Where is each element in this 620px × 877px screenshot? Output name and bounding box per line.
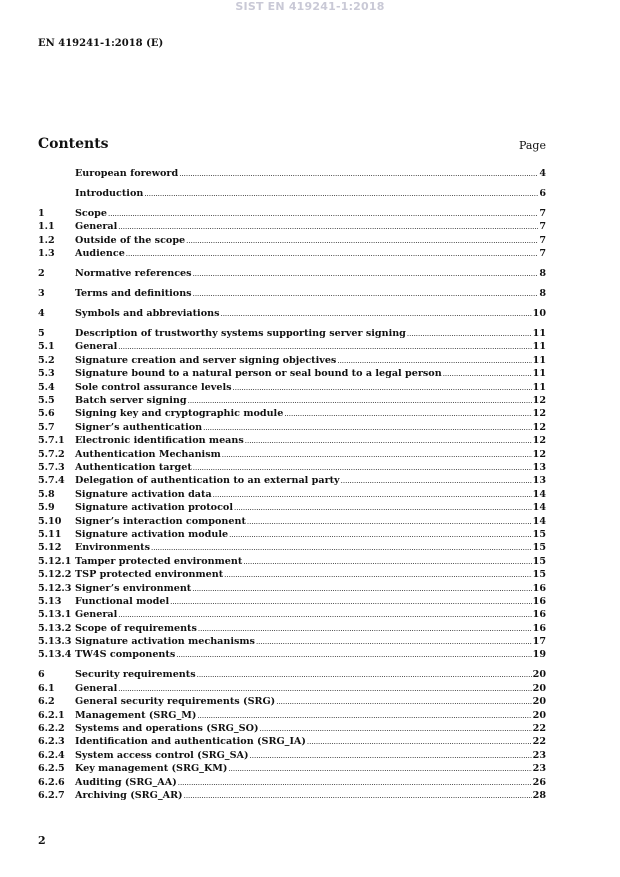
toc-entry-title: General	[75, 609, 118, 621]
toc-entry-title: Terms and definitions	[75, 288, 192, 300]
toc-entry[interactable]	[38, 221, 546, 234]
dot-leader	[193, 268, 539, 279]
dot-leader	[247, 516, 532, 527]
toc-entry-number: 6.1	[38, 682, 55, 694]
toc-entry-number: 5.12.2	[38, 569, 72, 581]
toc-entry-number: 5.13.1	[38, 609, 72, 621]
toc-entry-title: Electronic identification means	[75, 435, 244, 447]
toc-entry-title: European foreword	[75, 168, 179, 179]
toc-entry-title: Functional model	[75, 595, 170, 607]
dot-leader	[176, 649, 531, 660]
toc-entry-number: 6.2.5	[38, 763, 65, 775]
toc-entry-page: 19	[532, 649, 546, 661]
dot-leader	[203, 422, 532, 433]
toc-entry-number: 1.2	[38, 234, 55, 246]
toc-entry-page: 14	[532, 515, 546, 527]
toc-entry[interactable]	[38, 341, 546, 354]
toc-entry-number: 6	[38, 669, 45, 681]
toc-entry-number: 4	[38, 308, 45, 320]
dot-leader	[228, 763, 531, 774]
toc-entry[interactable]	[38, 462, 546, 475]
toc-entry-page: 11	[532, 368, 546, 380]
toc-entry-number: 1	[38, 207, 45, 219]
page-column-label: Page	[518, 139, 546, 152]
toc-entry-number: 5.11	[38, 528, 62, 540]
toc-entry-page: 6	[539, 187, 546, 199]
toc-entry[interactable]	[38, 449, 546, 462]
toc-entry-number: 6.2	[38, 696, 55, 708]
dot-leader	[193, 462, 532, 473]
toc-entry[interactable]	[38, 777, 546, 790]
toc-entry-title: Normative references	[75, 268, 192, 280]
toc-entry-number: 6.2.2	[38, 723, 65, 734]
toc-entry-page: 7	[539, 221, 546, 233]
toc-entry-number: 5.2	[38, 354, 55, 366]
toc-entry-page: 7	[539, 248, 546, 260]
toc-entry-page: 22	[532, 723, 546, 734]
toc-entry-title: Signature activation module	[75, 528, 229, 540]
toc-entry-title: Introduction	[75, 187, 144, 199]
dot-leader	[222, 449, 532, 460]
toc-entry-number: 5.13	[38, 595, 62, 607]
toc-entry-title: Identification and authentication (SRG_IA)	[75, 736, 306, 748]
toc-entry-page: 16	[532, 622, 546, 634]
toc-entry[interactable]	[38, 188, 546, 201]
toc-entry-number: 5.13.2	[38, 622, 72, 634]
toc-entry-title: Audience	[75, 248, 125, 260]
toc-entry-title: Signature activation protocol	[75, 502, 233, 514]
toc-entry[interactable]	[38, 542, 546, 555]
toc-entry-page: 16	[532, 582, 546, 594]
toc-entry[interactable]	[38, 208, 546, 221]
toc-entry-title: Signature activation data	[75, 488, 212, 500]
toc-entry-title: Scope of requirements	[75, 622, 197, 634]
dot-leader	[284, 408, 531, 419]
dot-leader	[341, 475, 532, 486]
toc-entry[interactable]	[38, 529, 546, 542]
toc-entry[interactable]	[38, 790, 546, 803]
dot-leader	[229, 529, 532, 540]
dot-leader	[276, 696, 531, 707]
dot-leader	[250, 750, 532, 761]
toc-entry[interactable]	[38, 723, 546, 736]
toc-entry-title: Outside of the scope	[75, 234, 186, 246]
toc-entry-title: Signing key and cryptographic module	[75, 408, 284, 420]
dot-leader	[179, 168, 538, 179]
toc-entry-number: 5.12.1	[38, 555, 72, 567]
toc-entry-number: 5.9	[38, 502, 55, 514]
toc-entry-page: 16	[532, 595, 546, 607]
dot-leader	[224, 569, 532, 580]
toc-entry-page: 11	[532, 381, 546, 393]
toc-entry[interactable]	[38, 623, 546, 636]
toc-entry[interactable]	[38, 288, 546, 301]
toc-entry-page: 13	[532, 461, 546, 473]
dot-leader	[245, 435, 532, 446]
toc-entry[interactable]	[38, 368, 546, 381]
dot-leader	[144, 188, 538, 199]
toc-entry[interactable]	[38, 382, 546, 395]
dot-leader	[443, 368, 532, 379]
toc-entry-title: Authentication target	[75, 461, 192, 473]
toc-entry-title: Symbols and abbreviations	[75, 308, 220, 320]
toc-entry-number: 5.8	[38, 488, 55, 500]
page-title: Contents	[38, 136, 109, 152]
dot-leader	[220, 308, 531, 319]
toc-entry-number: 5.3	[38, 368, 55, 380]
toc-entry[interactable]	[38, 569, 546, 582]
toc-entry-page: 16	[532, 609, 546, 621]
toc-entry-number: 1.3	[38, 248, 55, 260]
toc-entry-number: 5.13.3	[38, 636, 72, 648]
toc-entry-page: 20	[532, 682, 546, 694]
table-of-contents	[38, 168, 546, 803]
toc-entry-title: Signature activation mechanisms	[75, 636, 255, 648]
toc-entry-page: 20	[532, 709, 546, 721]
toc-entry[interactable]	[38, 596, 546, 609]
toc-entry-page: 14	[532, 502, 546, 514]
toc-entry-title: Management (SRG_M)	[75, 709, 197, 721]
toc-entry[interactable]	[38, 750, 546, 763]
toc-entry-title: General security requirements (SRG)	[75, 696, 276, 708]
toc-entry-number: 5.7.2	[38, 448, 65, 460]
toc-entry-page: 15	[532, 555, 546, 567]
dot-leader	[192, 583, 531, 594]
toc-entry-title: Tamper protected environment	[75, 555, 243, 567]
dot-leader	[108, 208, 538, 219]
toc-entry-page: 28	[532, 789, 546, 801]
dot-leader	[243, 556, 531, 567]
toc-entry-number: 2	[38, 268, 45, 280]
toc-entry-number: 5.4	[38, 381, 55, 393]
dot-leader	[198, 623, 532, 634]
toc-entry-number: 6.2.6	[38, 776, 65, 788]
toc-entry-page: 22	[532, 736, 546, 748]
toc-entry-page: 14	[532, 488, 546, 500]
toc-entry-title: Auditing (SRG_AA)	[75, 776, 177, 788]
toc-entry-page: 12	[532, 408, 546, 420]
dot-leader	[178, 777, 532, 788]
toc-entry-page: 11	[532, 328, 546, 340]
toc-entry-page: 11	[532, 341, 546, 353]
toc-entry[interactable]	[38, 435, 546, 448]
dot-leader	[186, 235, 538, 246]
toc-entry-number: 6.2.3	[38, 736, 65, 748]
toc-entry[interactable]	[38, 268, 546, 281]
toc-entry-number: 5.7	[38, 421, 55, 433]
dot-leader	[118, 609, 531, 620]
toc-entry-title: Description of trustworthy systems supporting server signing	[75, 328, 406, 340]
toc-entry-page: 17	[532, 636, 546, 648]
toc-entry[interactable]	[38, 556, 546, 569]
toc-entry-number: 5	[38, 328, 45, 340]
dot-leader	[184, 790, 532, 801]
toc-entry-page: 12	[532, 435, 546, 447]
dot-leader	[193, 288, 539, 299]
toc-entry-number: 5.5	[38, 395, 55, 407]
dot-leader	[233, 382, 532, 393]
toc-entry[interactable]	[38, 583, 546, 596]
dot-leader	[188, 395, 532, 406]
toc-entry-title: Security requirements	[75, 669, 196, 681]
dot-leader	[260, 723, 532, 734]
toc-entry[interactable]	[38, 408, 546, 421]
toc-entry-title: Sole control assurance levels	[75, 381, 232, 393]
dot-leader	[307, 736, 532, 747]
footer-page-number: 2	[38, 834, 46, 847]
toc-entry-title: Scope	[75, 207, 107, 219]
toc-entry-page: 13	[532, 475, 546, 487]
toc-entry[interactable]	[38, 516, 546, 529]
watermark-text: SIST EN 419241-1:2018	[235, 0, 385, 13]
toc-entry[interactable]	[38, 736, 546, 749]
toc-entry-page: 10	[532, 308, 546, 320]
toc-entry[interactable]	[38, 395, 546, 408]
dot-leader	[170, 596, 532, 607]
dot-leader	[118, 341, 531, 352]
dot-leader	[118, 221, 538, 232]
toc-entry-number: 1.1	[38, 221, 55, 233]
dot-leader	[197, 710, 531, 721]
toc-entry[interactable]	[38, 710, 546, 723]
toc-entry-number: 5.6	[38, 408, 55, 420]
toc-entry-page: 4	[539, 168, 546, 179]
toc-entry-number: 5.7.1	[38, 435, 65, 447]
toc-entry-title: Batch server signing	[75, 395, 187, 407]
toc-entry-page: 11	[532, 354, 546, 366]
toc-entry-number: 5.12.3	[38, 582, 72, 594]
dot-leader	[151, 542, 532, 553]
toc-entry[interactable]	[38, 683, 546, 696]
toc-entry-title: Authentication Mechanism	[75, 448, 221, 460]
document-id: EN 419241-1:2018 (E)	[38, 38, 164, 49]
dot-leader	[337, 355, 531, 366]
toc-entry[interactable]	[38, 355, 546, 368]
toc-entry-title: Key management (SRG_KM)	[75, 763, 228, 775]
toc-entry-title: General	[75, 682, 118, 694]
toc-entry[interactable]	[38, 502, 546, 515]
toc-entry-title: General	[75, 221, 118, 233]
toc-entry[interactable]	[38, 649, 546, 662]
toc-entry-page: 15	[532, 569, 546, 581]
dot-leader	[256, 636, 532, 647]
toc-entry-number: 5.10	[38, 515, 62, 527]
toc-entry-number: 6.2.4	[38, 749, 65, 761]
toc-entry[interactable]	[38, 328, 546, 341]
toc-entry[interactable]	[38, 696, 546, 709]
toc-entry-title: General	[75, 341, 118, 353]
toc-entry-title: Signature bound to a natural person or seal bound to a legal person	[75, 368, 442, 380]
toc-entry-page: 23	[532, 749, 546, 761]
toc-entry-title: Signature creation and server signing objectives	[75, 354, 337, 366]
toc-entry[interactable]	[38, 669, 546, 682]
toc-entry-title: TSP protected environment	[75, 569, 224, 581]
toc-entry[interactable]	[38, 235, 546, 248]
toc-entry-number: 5.12	[38, 542, 62, 554]
toc-entry[interactable]	[38, 475, 546, 488]
toc-entry-page: 8	[539, 268, 546, 280]
dot-leader	[234, 502, 532, 513]
toc-entry-number: 5.7.4	[38, 475, 65, 487]
toc-entry-number: 6.2.1	[38, 709, 65, 721]
toc-entry-page: 26	[532, 776, 546, 788]
toc-entry-page: 8	[539, 288, 546, 300]
dot-leader	[407, 328, 532, 339]
toc-entry[interactable]	[38, 763, 546, 776]
toc-entry[interactable]	[38, 489, 546, 502]
toc-entry-page: 12	[532, 448, 546, 460]
dot-leader	[126, 248, 539, 259]
toc-entry-page: 12	[532, 395, 546, 407]
toc-entry-page: 15	[532, 528, 546, 540]
toc-entry-title: Signer’s interaction component	[75, 515, 246, 527]
toc-entry-page: 7	[539, 207, 546, 219]
toc-entry[interactable]	[38, 609, 546, 622]
dot-leader	[197, 669, 532, 680]
dot-leader	[118, 683, 531, 694]
toc-entry-title: System access control (SRG_SA)	[75, 749, 249, 761]
toc-entry-number: 5.13.4	[38, 649, 72, 661]
toc-entry-page: 23	[532, 763, 546, 775]
toc-entry[interactable]	[38, 636, 546, 649]
toc-entry-number: 6.2.7	[38, 789, 65, 801]
toc-entry-number: 3	[38, 288, 45, 300]
toc-entry-title: Delegation of authentication to an external party	[75, 475, 340, 487]
toc-entry[interactable]	[38, 168, 546, 181]
toc-entry-title: Signer’s environment	[75, 582, 192, 594]
toc-entry[interactable]	[38, 308, 546, 321]
toc-entry[interactable]	[38, 422, 546, 435]
toc-entry-page: 15	[532, 542, 546, 554]
toc-entry-title: Signer’s authentication	[75, 421, 203, 433]
toc-entry-title: Systems and operations (SRG_SO)	[75, 723, 259, 734]
toc-entry-title: TW4S components	[75, 649, 176, 661]
toc-entry-page: 20	[532, 669, 546, 681]
toc-entry-page: 12	[532, 421, 546, 433]
toc-entry-page: 7	[539, 234, 546, 246]
toc-entry[interactable]	[38, 248, 546, 261]
dot-leader	[213, 489, 532, 500]
toc-entry-number: 5.7.3	[38, 461, 65, 473]
toc-entry-title: Archiving (SRG_AR)	[75, 789, 183, 801]
toc-entry-title: Environments	[75, 542, 150, 554]
toc-entry-page: 20	[532, 696, 546, 708]
toc-entry-number: 5.1	[38, 341, 55, 353]
